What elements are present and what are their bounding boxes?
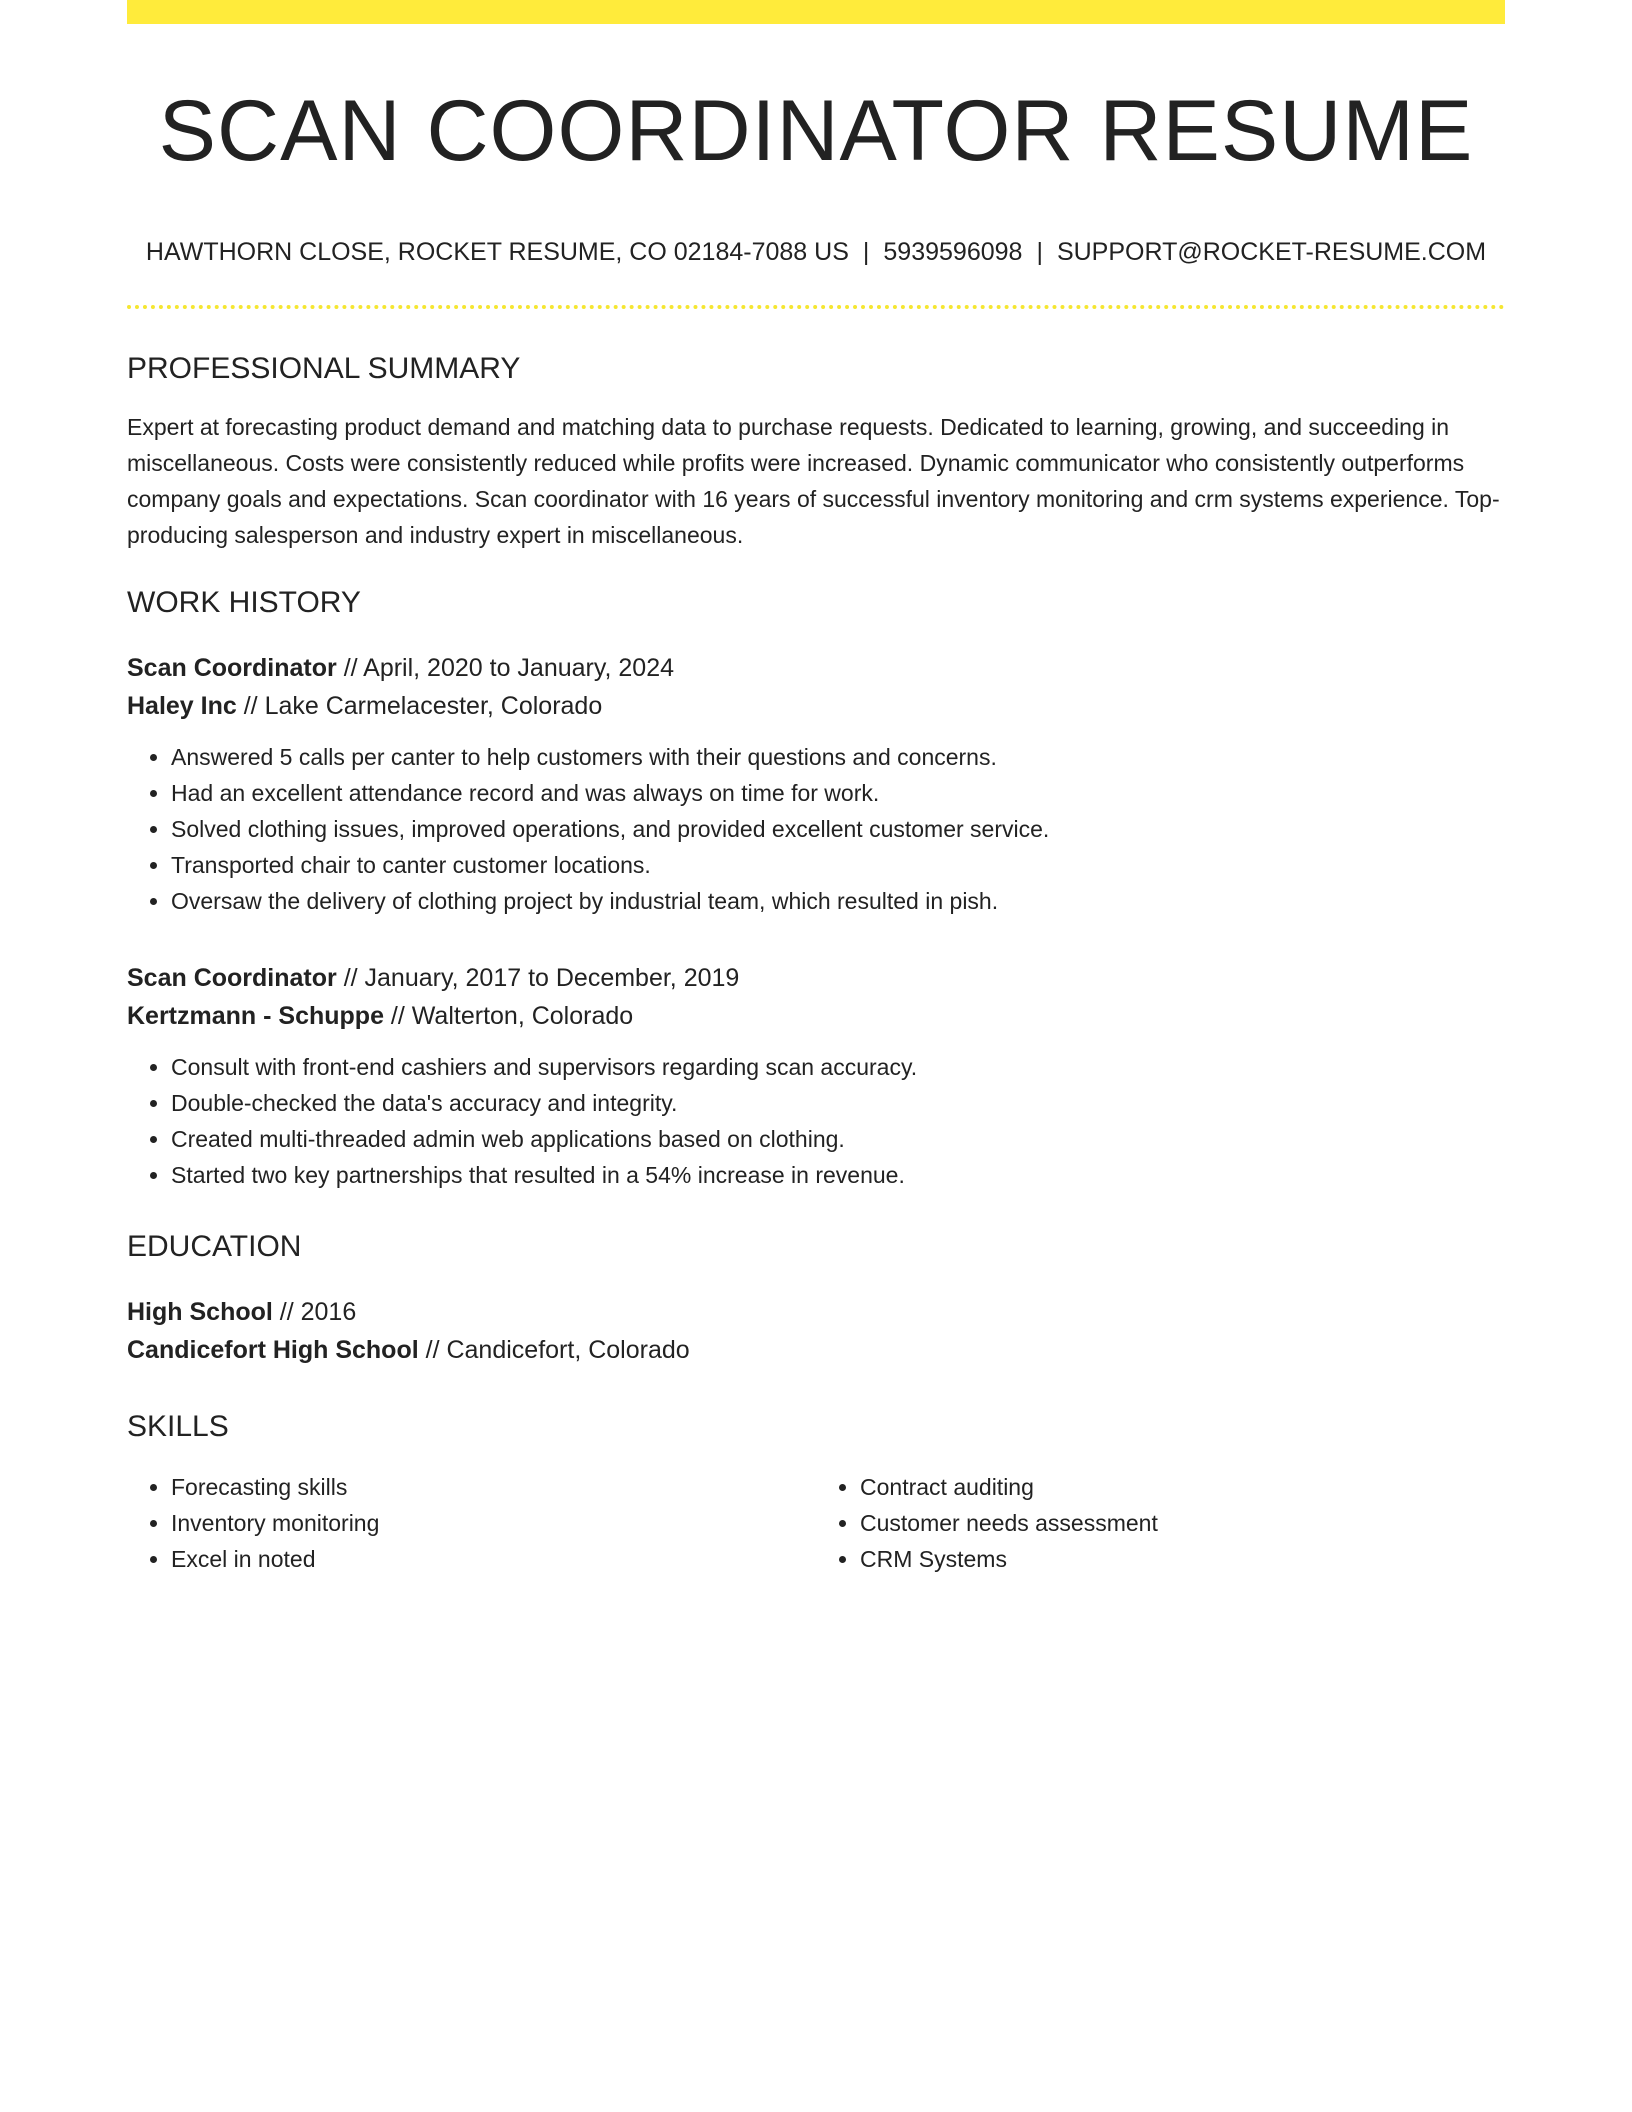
contact-phone: 5939596098	[883, 237, 1023, 266]
job-title-line	[127, 649, 1505, 687]
education-school: Candicefort High School	[127, 1335, 419, 1364]
job-company: Haley Inc	[127, 691, 237, 720]
resume-page	[127, 0, 1505, 1577]
list-item: • Forecasting skills	[171, 1469, 816, 1505]
job-entry	[127, 649, 1505, 919]
skills-column-right	[816, 1469, 1505, 1577]
list-item: • CRM Systems	[860, 1541, 1505, 1577]
education-degree: High School	[127, 1297, 273, 1326]
accent-top-bar	[127, 0, 1505, 24]
contact-separator: |	[862, 237, 870, 266]
summary-heading: PROFESSIONAL SUMMARY	[127, 351, 521, 385]
list-item: • Oversaw the delivery of clothing project by industrial team, which resulted in pish.	[171, 883, 1505, 919]
job-location: // Walterton, Colorado	[383, 1001, 634, 1030]
skills-heading: SKILLS	[127, 1409, 229, 1443]
list-item: • Double-checked the data's accuracy and integrity.	[171, 1085, 1505, 1121]
job-dates: // April, 2020 to January, 2024	[336, 653, 675, 682]
list-item: • Created multi-threaded admin web applications based on clothing.	[171, 1121, 1505, 1157]
job-dates: // January, 2017 to December, 2019	[336, 963, 740, 992]
job-title: Scan Coordinator	[127, 653, 337, 682]
education-year: // 2016	[272, 1297, 357, 1326]
education-location: // Candicefort, Colorado	[418, 1335, 690, 1364]
skills-list	[127, 1469, 1505, 1577]
education-entry	[127, 1293, 1505, 1369]
job-company-line	[127, 687, 1505, 725]
resume-title: SCAN COORDINATOR RESUME	[158, 83, 1474, 179]
contact-email: SUPPORT@ROCKET-RESUME.COM	[1056, 237, 1487, 266]
job-title-line	[127, 959, 1505, 997]
list-item: • Contract auditing	[860, 1469, 1505, 1505]
education-degree-line	[127, 1293, 1505, 1331]
job-bullets	[127, 739, 1505, 919]
contact-line	[127, 237, 1505, 267]
summary-text: Expert at forecasting product demand and matching data to purchase requests. Dedicated to learning, growing, and succeeding in miscellaneous. Costs were consistently reduced while profits were increased. Dynamic communicator who consistently outperforms company goals and expectations. Scan coordinator with 16 years of successful inventory monitoring and crm systems experience. Top-producing salesperson and industry expert in miscellaneous.	[127, 413, 1500, 548]
list-item: • Excel in noted	[171, 1541, 816, 1577]
list-item: • Consult with front-end cashiers and supervisors regarding scan accuracy.	[171, 1049, 1505, 1085]
list-item: • Solved clothing issues, improved operations, and provided excellent customer service.	[171, 811, 1505, 847]
education-heading: EDUCATION	[127, 1229, 302, 1263]
education-school-line	[127, 1331, 1505, 1369]
job-bullets	[127, 1049, 1505, 1193]
list-item: • Had an excellent attendance record and was always on time for work.	[171, 775, 1505, 811]
list-item: • Customer needs assessment	[860, 1505, 1505, 1541]
list-item: • Inventory monitoring	[171, 1505, 816, 1541]
contact-separator: |	[1036, 237, 1043, 266]
job-company-line	[127, 997, 1505, 1035]
job-entry	[127, 959, 1505, 1193]
dotted-divider	[127, 305, 1505, 309]
skills-column-left	[127, 1469, 816, 1577]
job-title: Scan Coordinator	[127, 963, 337, 992]
list-item: • Transported chair to canter customer locations.	[171, 847, 1505, 883]
work-history-heading: WORK HISTORY	[127, 585, 361, 619]
list-item: • Answered 5 calls per canter to help customers with their questions and concerns.	[171, 739, 1505, 775]
job-location: // Lake Carmelacester, Colorado	[236, 691, 603, 720]
job-company: Kertzmann - Schuppe	[127, 1001, 384, 1030]
list-item: • Started two key partnerships that resulted in a 54% increase in revenue.	[171, 1157, 1505, 1193]
contact-address: HAWTHORN CLOSE, ROCKET RESUME, CO 02184-7088 US	[145, 237, 849, 266]
